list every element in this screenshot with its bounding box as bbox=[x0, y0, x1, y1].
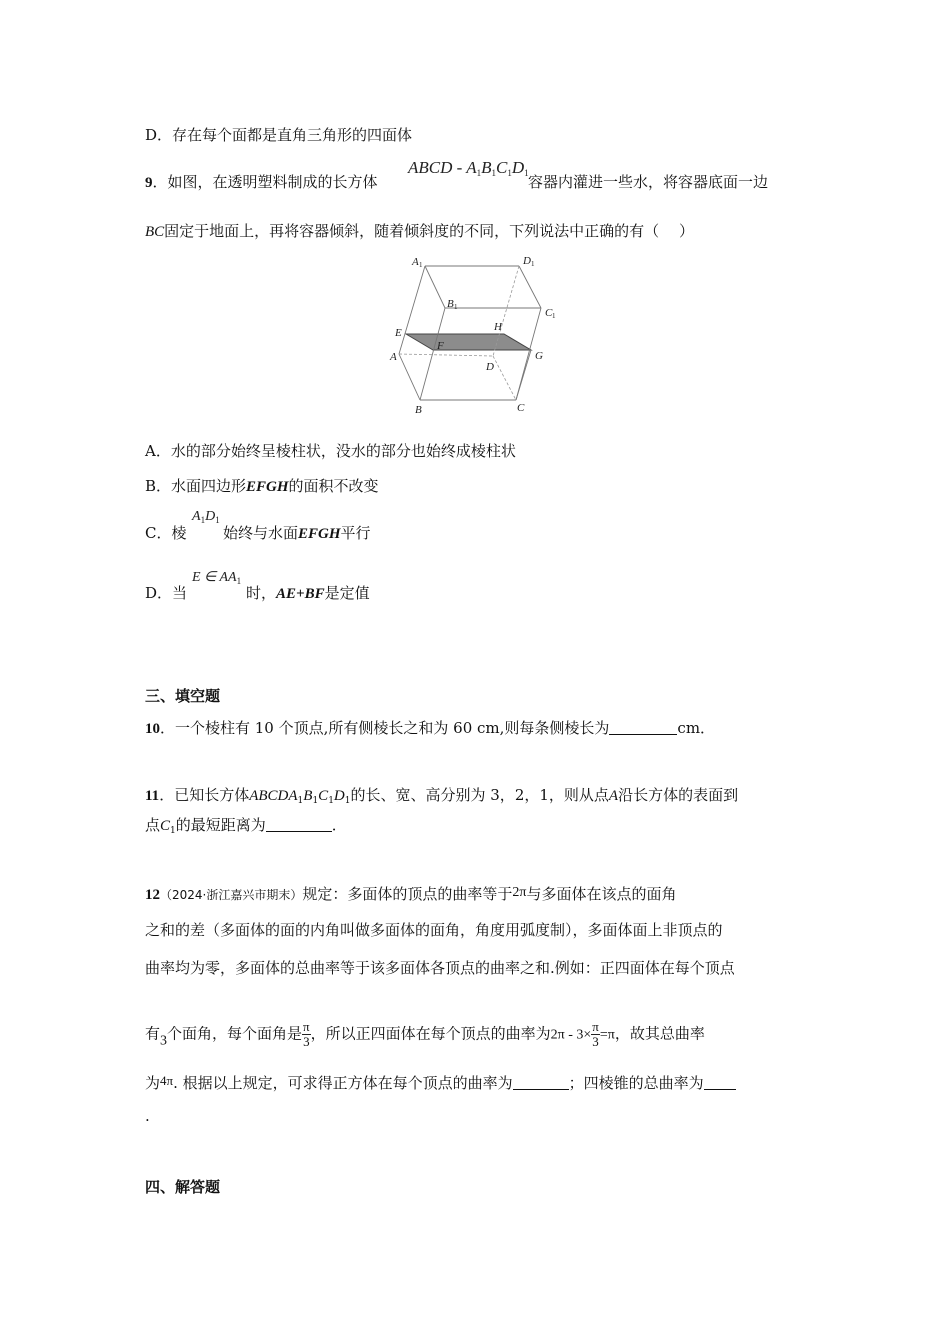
section3-title: 三、填空题 bbox=[145, 687, 221, 705]
q9-solid-formula: ABCD - $A_1B_1C_1D_1$ bbox=[408, 158, 529, 178]
q9-text2: 容器内灌进一些水，将容器底面一边 bbox=[528, 173, 769, 191]
q12-blank2[interactable] bbox=[704, 1075, 736, 1090]
label-b1-sub: 1 bbox=[454, 303, 458, 311]
q9-option-a: A．水的部分始终呈棱柱状，没水的部分也始终成棱柱状 bbox=[145, 442, 516, 460]
expr-fraction: $\frac{\pi}{3}$ bbox=[592, 1019, 599, 1049]
label-c1-sub: 1 bbox=[552, 312, 556, 320]
q8-option-d: D．存在每个面都是直角三角形的四面体 bbox=[145, 126, 413, 144]
q12-line1: 12（2024·浙江嘉兴市期末）规定：多面体的顶点的曲率等于2π与多面体在该点的面角 bbox=[145, 885, 677, 903]
label-d1-sub: 1 bbox=[531, 260, 535, 268]
q9-text1: ．如图，在透明塑料制成的长方体 bbox=[152, 173, 378, 191]
q11-line2: 点$C_1$的最短距离为 ． bbox=[145, 816, 347, 836]
label-d1: D bbox=[523, 255, 531, 267]
label-b1: B bbox=[447, 298, 454, 310]
label-a1-sub: 1 bbox=[419, 261, 423, 269]
label-a: A bbox=[390, 351, 397, 363]
water-surface bbox=[406, 334, 531, 350]
q12-line3: 曲率均为零，多面体的总曲率等于该多面体各顶点的曲率之和.例如：正四面体在每个顶点 bbox=[145, 959, 735, 977]
pi-over-3: $\frac{\pi}{3}$ bbox=[303, 1019, 310, 1049]
q9-line1 bbox=[145, 172, 378, 193]
label-c: C bbox=[517, 402, 525, 414]
label-e: E bbox=[395, 327, 402, 339]
label-a1: A bbox=[412, 256, 419, 268]
section4-title: 四、解答题 bbox=[145, 1178, 221, 1196]
q9-bc: BC bbox=[145, 224, 165, 240]
q10: 10．一个棱柱有 10 个顶点,所有侧棱长之和为 60 cm,则每条侧棱长为 cm． bbox=[145, 719, 716, 737]
q9-figure bbox=[388, 252, 563, 418]
q9-text3: 固定于地面上，再将容器倾斜，随着倾斜度的不同，下列说法中正确的有（ ） bbox=[164, 222, 694, 240]
label-c1: C bbox=[545, 307, 553, 319]
q12-line4: 有3个面角，每个面角是 $\frac{\pi}{3}$ ，所以正四面体在每个顶点的曲率为2π - 3× $\frac{\pi}{3}$ =π，故其总曲率 bbox=[145, 1019, 705, 1049]
q10-blank[interactable] bbox=[609, 720, 677, 735]
q11-blank[interactable] bbox=[266, 817, 332, 832]
q9-option-c-math: $A_1D_1$ bbox=[192, 509, 220, 525]
q9-option-d-math: E ∈ $AA_1$ bbox=[192, 570, 242, 586]
label-b: B bbox=[415, 404, 422, 416]
q12-line5: 为4π. 根据以上规定，可求得正方体在每个顶点的曲率为 ；四棱锥的总曲率为 bbox=[145, 1071, 736, 1093]
q9-number: 9 bbox=[145, 175, 153, 191]
q12-line2: 之和的差（多面体的面的内角叫做多面体的面角，角度用弧度制），多面体面上非顶点的 bbox=[145, 921, 723, 939]
q12-blank1[interactable] bbox=[513, 1075, 569, 1090]
q9-line2 bbox=[145, 221, 694, 242]
q9-option-d-rest: 时，AE+BF是定值 bbox=[246, 584, 370, 602]
label-d: D bbox=[486, 361, 494, 373]
q12-end: . bbox=[145, 1107, 150, 1125]
q9-option-b: B．水面四边形EFGH的面积不改变 bbox=[145, 477, 379, 495]
q9-option-c: C．棱 bbox=[145, 524, 187, 542]
q9-option-c-rest: 始终与水面EFGH平行 bbox=[223, 524, 371, 542]
label-h: H bbox=[494, 321, 502, 333]
label-f: F bbox=[437, 340, 444, 352]
label-g: G bbox=[535, 350, 543, 362]
q9-option-d: D．当 bbox=[145, 584, 188, 602]
q11-line1: 11．已知长方体$ABCDA_1B_1C_1D_1$的长、宽、高分别为 3，2，1，则从点A沿长方体的表面到 bbox=[145, 786, 739, 806]
